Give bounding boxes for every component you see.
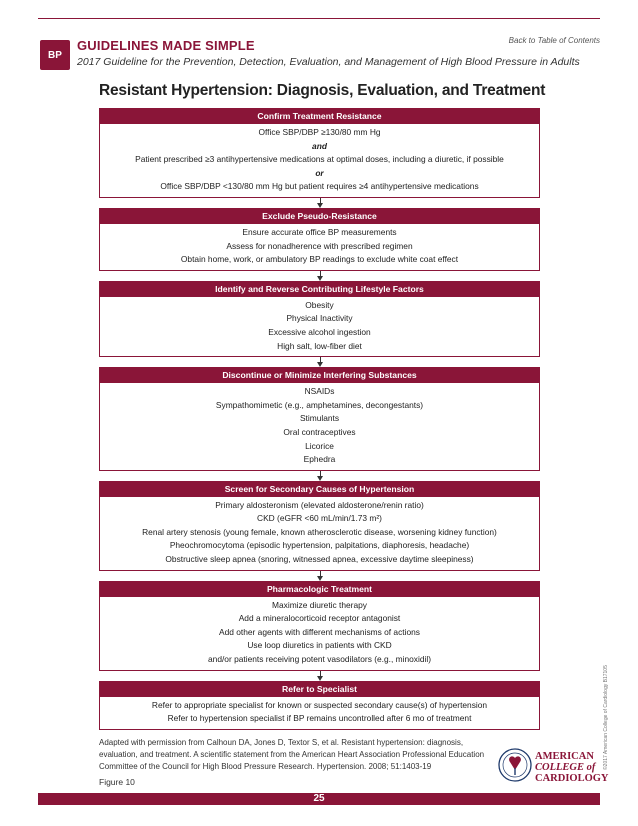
- step-box: [99, 481, 540, 571]
- figure-label: Figure 10: [99, 777, 135, 787]
- step-title: Discontinue or Minimize Interfering Substances: [100, 368, 539, 383]
- series-title: GUIDELINES MADE SIMPLE: [77, 38, 255, 53]
- acc-logo-line1: AMERICAN: [535, 751, 594, 762]
- step-line: and: [312, 140, 327, 151]
- step-line: High salt, low-fiber diet: [277, 340, 362, 351]
- step-line: Licorice: [305, 440, 334, 451]
- step-body: [100, 297, 539, 356]
- step-body: [100, 124, 539, 197]
- source-citation: Adapted with permission from Calhoun DA, Jones D, Textor S, et al. Resistant hypertension: diagnosis, evaluation, and treatment. A scientific statement from the American Heart Association Professional Education Committee of the Council for High Blood Pressure Research. Hypertension. 2008; 51:1403-19: [99, 738, 485, 771]
- step-body: [100, 597, 539, 670]
- flow-arrow: [99, 198, 540, 208]
- step-line: or: [315, 167, 324, 178]
- step-line: Office SBP/DBP ≥130/80 mm Hg: [258, 127, 381, 137]
- step-line: Sympathomimetic (e.g., amphetamines, decongestants): [215, 399, 424, 410]
- step-box: [99, 108, 540, 198]
- guideline-subtitle: 2017 Guideline for the Prevention, Detection, Evaluation, and Management of High Blood Pressure in Adults: [77, 56, 580, 68]
- step-title: Identify and Reverse Contributing Lifestyle Factors: [100, 282, 539, 297]
- page-number: 25: [38, 793, 600, 805]
- step-line: Physical Inactivity: [286, 313, 353, 324]
- step-body: [100, 383, 539, 470]
- step-line: Pheochromocytoma (episodic hypertension, palpitations, diaphoresis, headache): [169, 540, 470, 551]
- step-title: Refer to Specialist: [100, 682, 539, 697]
- step-line: Add a mineralocorticoid receptor antagonist: [238, 613, 401, 624]
- step-line: Refer to hypertension specialist if BP remains uncontrolled after 6 mo of treatment: [167, 713, 472, 724]
- acc-logo-text: [535, 751, 609, 784]
- step-line: Stimulants: [299, 413, 340, 424]
- flow-arrow: [99, 671, 540, 681]
- acc-seal-icon: [498, 748, 532, 782]
- step-title: Exclude Pseudo-Resistance: [100, 209, 539, 224]
- header-rule: [38, 18, 600, 19]
- step-box: [99, 367, 540, 471]
- step-line: and/or patients receiving potent vasodilators (e.g., minoxidil): [208, 654, 431, 665]
- step-title: Pharmacologic Treatment: [100, 582, 539, 597]
- step-line: Patient prescribed ≥3 antihypertensive medications at optimal doses, including a diuretic, if possible: [135, 154, 504, 165]
- step-body: [100, 497, 539, 570]
- step-line: Assess for nonadherence with prescribed regimen: [226, 240, 413, 251]
- acc-logo-line3: CARDIOLOGY: [535, 773, 609, 784]
- step-line: Add other agents with different mechanisms of actions: [219, 626, 420, 637]
- flow-arrow: [99, 471, 540, 481]
- step-line: Obtain home, work, or ambulatory BP readings to exclude white coat effect: [180, 254, 459, 265]
- step-line: Excessive alcohol ingestion: [268, 326, 371, 337]
- step-box: [99, 681, 540, 730]
- back-to-toc-link[interactable]: Back to Table of Contents: [508, 36, 600, 45]
- copyright-text: ©2017 American College of Cardiology B17105: [603, 665, 609, 770]
- flowchart: [99, 108, 540, 730]
- step-box: [99, 581, 540, 671]
- acc-logo-line2: COLLEGE of: [535, 762, 596, 773]
- step-line: CKD (eGFR <60 mL/min/1.73 m²): [257, 513, 382, 524]
- step-body: [100, 224, 539, 270]
- flow-arrow: [99, 357, 540, 367]
- step-line: Primary aldosteronism (elevated aldosterone/renin ratio): [215, 499, 424, 510]
- step-line: Obesity: [305, 299, 334, 310]
- step-title: Confirm Treatment Resistance: [100, 109, 539, 124]
- step-box: [99, 208, 540, 271]
- step-line: Ephedra: [303, 454, 336, 465]
- step-line: Office SBP/DBP <130/80 mm Hg but patient requires ≥4 antihypertensive medications: [160, 181, 479, 192]
- step-line: Ensure accurate office BP measurements: [242, 226, 397, 237]
- step-title: Screen for Secondary Causes of Hypertension: [100, 482, 539, 497]
- step-line: Use loop diuretics in patients with CKD: [247, 640, 392, 651]
- flow-arrow: [99, 271, 540, 281]
- page-title: Resistant Hypertension: Diagnosis, Evaluation, and Treatment: [99, 82, 546, 99]
- bp-badge: BP: [40, 40, 70, 70]
- step-body: [100, 697, 539, 729]
- flow-arrow: [99, 571, 540, 581]
- step-line: Renal artery stenosis (young female, known atherosclerotic disease, worsening kidney function): [142, 526, 497, 537]
- step-line: NSAIDs: [304, 386, 335, 397]
- step-line: Oral contraceptives: [283, 426, 356, 437]
- step-line: Obstructive sleep apnea (snoring, witnessed apnea, excessive daytime sleepiness): [165, 554, 474, 565]
- step-line: Refer to appropriate specialist for known or suspected secondary cause(s) of hypertension: [151, 699, 488, 710]
- step-line: Maximize diuretic therapy: [272, 599, 367, 610]
- step-box: [99, 281, 540, 357]
